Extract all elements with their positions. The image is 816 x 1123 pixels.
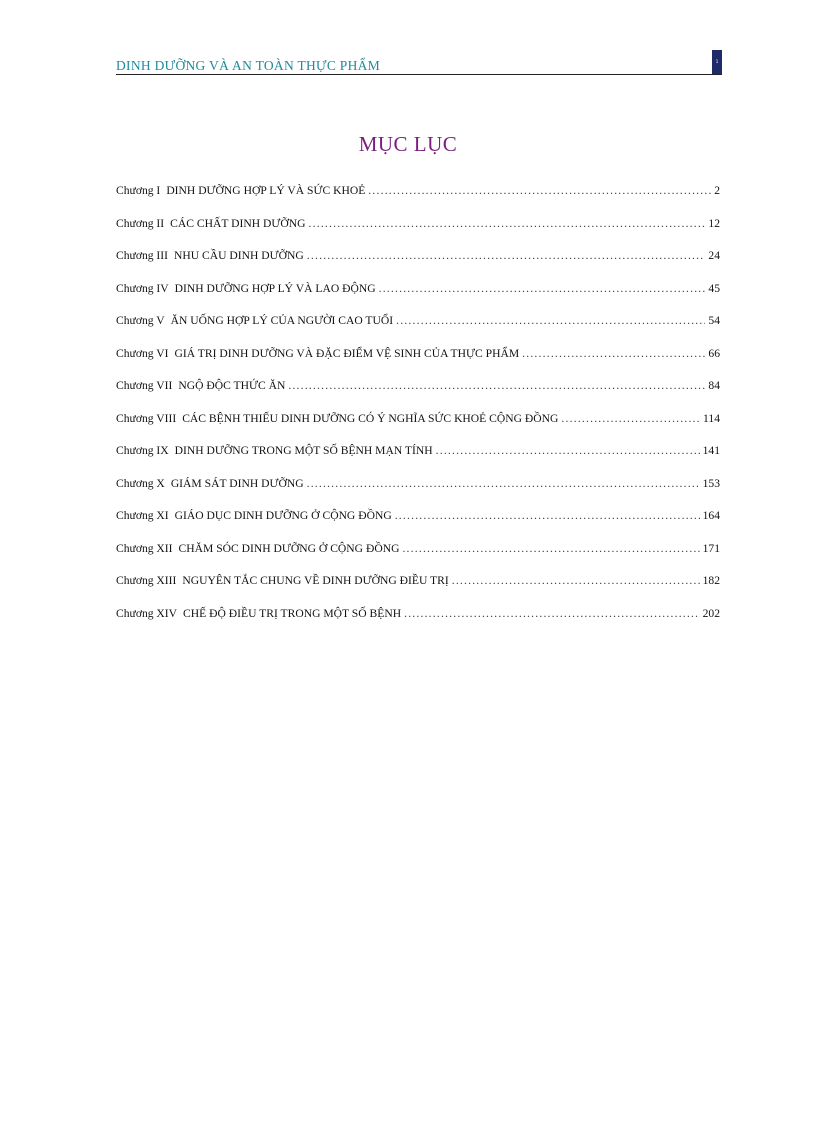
toc-entry[interactable] (116, 347, 720, 380)
toc-chapter-title: CHẾ ĐỘ ĐIỀU TRỊ TRONG MỘT SỐ BỆNH (183, 606, 402, 620)
toc-page-number: 84 (708, 379, 720, 392)
toc-chapter-title: NHU CẦU DINH DƯỠNG (174, 249, 304, 262)
toc-entry[interactable] (116, 542, 720, 575)
toc-entry[interactable] (116, 607, 720, 640)
toc-dot-leader (452, 574, 700, 587)
toc-entry-label (116, 574, 449, 587)
toc-page-number: 24 (708, 249, 720, 262)
toc-dot-leader (307, 477, 700, 490)
toc-dot-leader (379, 282, 706, 295)
toc-dot-leader (368, 184, 711, 197)
toc-chapter-title: ĂN UỐNG HỢP LÝ CỦA NGƯỜI CAO TUỔI (170, 314, 394, 327)
toc-dot-leader (436, 444, 700, 457)
toc-entry[interactable] (116, 477, 720, 510)
toc-page-number: 114 (703, 411, 720, 425)
toc-entry[interactable] (116, 314, 720, 347)
toc-chapter-number: Chương IV (116, 281, 169, 295)
toc-page-number: 54 (708, 314, 720, 327)
toc-page-number: 182 (702, 574, 720, 587)
toc-chapter-number: Chương VIII (116, 411, 177, 425)
toc-chapter-number: Chương XIII (116, 574, 177, 587)
toc-entry[interactable] (116, 412, 720, 445)
toc-entry-label (116, 607, 401, 620)
page-header (116, 50, 722, 78)
toc-chapter-number: Chương VII (116, 379, 173, 392)
toc-chapter-title: GIÁM SÁT DINH DƯỠNG (170, 476, 304, 490)
toc-entry[interactable] (116, 379, 720, 412)
toc-chapter-title: CHĂM SÓC DINH DƯỠNG Ở CỘNG ĐỒNG (178, 541, 400, 555)
table-of-contents (116, 184, 720, 639)
toc-dot-leader (404, 607, 700, 620)
toc-chapter-number: Chương XII (116, 541, 173, 555)
toc-chapter-number: Chương III (116, 249, 169, 262)
toc-page-number: 2 (714, 184, 720, 197)
toc-entry-label (116, 444, 433, 457)
toc-dot-leader (396, 314, 705, 327)
toc-entry-label (116, 379, 285, 392)
toc-chapter-number: Chương XI (116, 509, 169, 522)
toc-entry[interactable] (116, 282, 720, 315)
toc-entry[interactable] (116, 509, 720, 542)
toc-chapter-number: Chương IX (116, 444, 169, 457)
toc-chapter-number: Chương I (116, 184, 161, 197)
toc-page-number: 66 (708, 346, 720, 360)
toc-dot-leader (288, 379, 705, 392)
toc-chapter-number: Chương XIV (116, 606, 178, 620)
toc-chapter-title: GIÁO DỤC DINH DƯỠNG Ở CỘNG ĐỒNG (174, 509, 392, 522)
toc-entry-label (116, 217, 306, 230)
toc-dot-leader (561, 412, 700, 425)
toc-entry[interactable] (116, 184, 720, 217)
toc-page-number: 141 (702, 444, 720, 457)
toc-chapter-title: CÁC BỆNH THIẾU DINH DƯỠNG CÓ Ý NGHĨA SỨC KHOẺ CỘNG ĐỒNG (182, 411, 559, 425)
toc-chapter-title: DINH DƯỠNG TRONG MỘT SỐ BỆNH MẠN TÍNH (174, 444, 433, 457)
toc-page-number: 171 (702, 541, 720, 555)
toc-chapter-title: NGUYÊN TẮC CHUNG VỀ DINH DƯỠNG ĐIỀU TRỊ (182, 574, 449, 587)
toc-chapter-title: DINH DƯỠNG HỢP LÝ VÀ LAO ĐỘNG (174, 281, 376, 295)
toc-entry-label (116, 347, 519, 360)
header-divider (116, 74, 722, 75)
toc-page-number: 12 (708, 216, 720, 230)
toc-dot-leader (402, 542, 699, 555)
toc-chapter-number: Chương V (116, 314, 165, 327)
toc-chapter-number: Chương II (116, 216, 165, 230)
toc-entry-label (116, 542, 399, 555)
toc-entry-label (116, 509, 392, 522)
toc-entry[interactable] (116, 444, 720, 477)
toc-heading: MỤC LỤC (358, 132, 458, 156)
toc-entry-label (116, 412, 558, 425)
toc-chapter-title: NGỘ ĐỘC THỨC ĂN (178, 379, 286, 392)
toc-chapter-title: DINH DƯỠNG HỢP LÝ VÀ SỨC KHOẺ (166, 184, 366, 197)
toc-dot-leader (395, 509, 700, 522)
toc-page-number: 164 (702, 509, 720, 522)
toc-chapter-number: Chương X (116, 476, 165, 490)
toc-dot-leader (522, 347, 705, 360)
toc-chapter-title: GIÁ TRỊ DINH DƯỠNG VÀ ĐẶC ĐIỂM VỆ SINH CỦA THỰC PHẨM (174, 346, 520, 360)
toc-entry[interactable] (116, 574, 720, 607)
page-number-tab: 1 (712, 50, 722, 74)
toc-entry-label (116, 249, 304, 262)
toc-entry-label (116, 314, 393, 327)
toc-chapter-title: CÁC CHẤT DINH DƯỠNG (170, 216, 306, 230)
toc-entry-label (116, 184, 365, 197)
toc-page-number: 153 (702, 476, 720, 490)
toc-dot-leader (307, 249, 706, 262)
running-header-title: DINH DƯỠNG VÀ AN TOÀN THỰC PHẨM (116, 58, 381, 73)
toc-dot-leader (309, 217, 706, 230)
toc-entry[interactable] (116, 249, 720, 282)
toc-chapter-number: Chương VI (116, 346, 169, 360)
toc-entry-label (116, 477, 304, 490)
toc-entry[interactable] (116, 217, 720, 250)
toc-entry-label (116, 282, 376, 295)
toc-page-number: 45 (708, 281, 720, 295)
toc-page-number: 202 (702, 606, 720, 620)
